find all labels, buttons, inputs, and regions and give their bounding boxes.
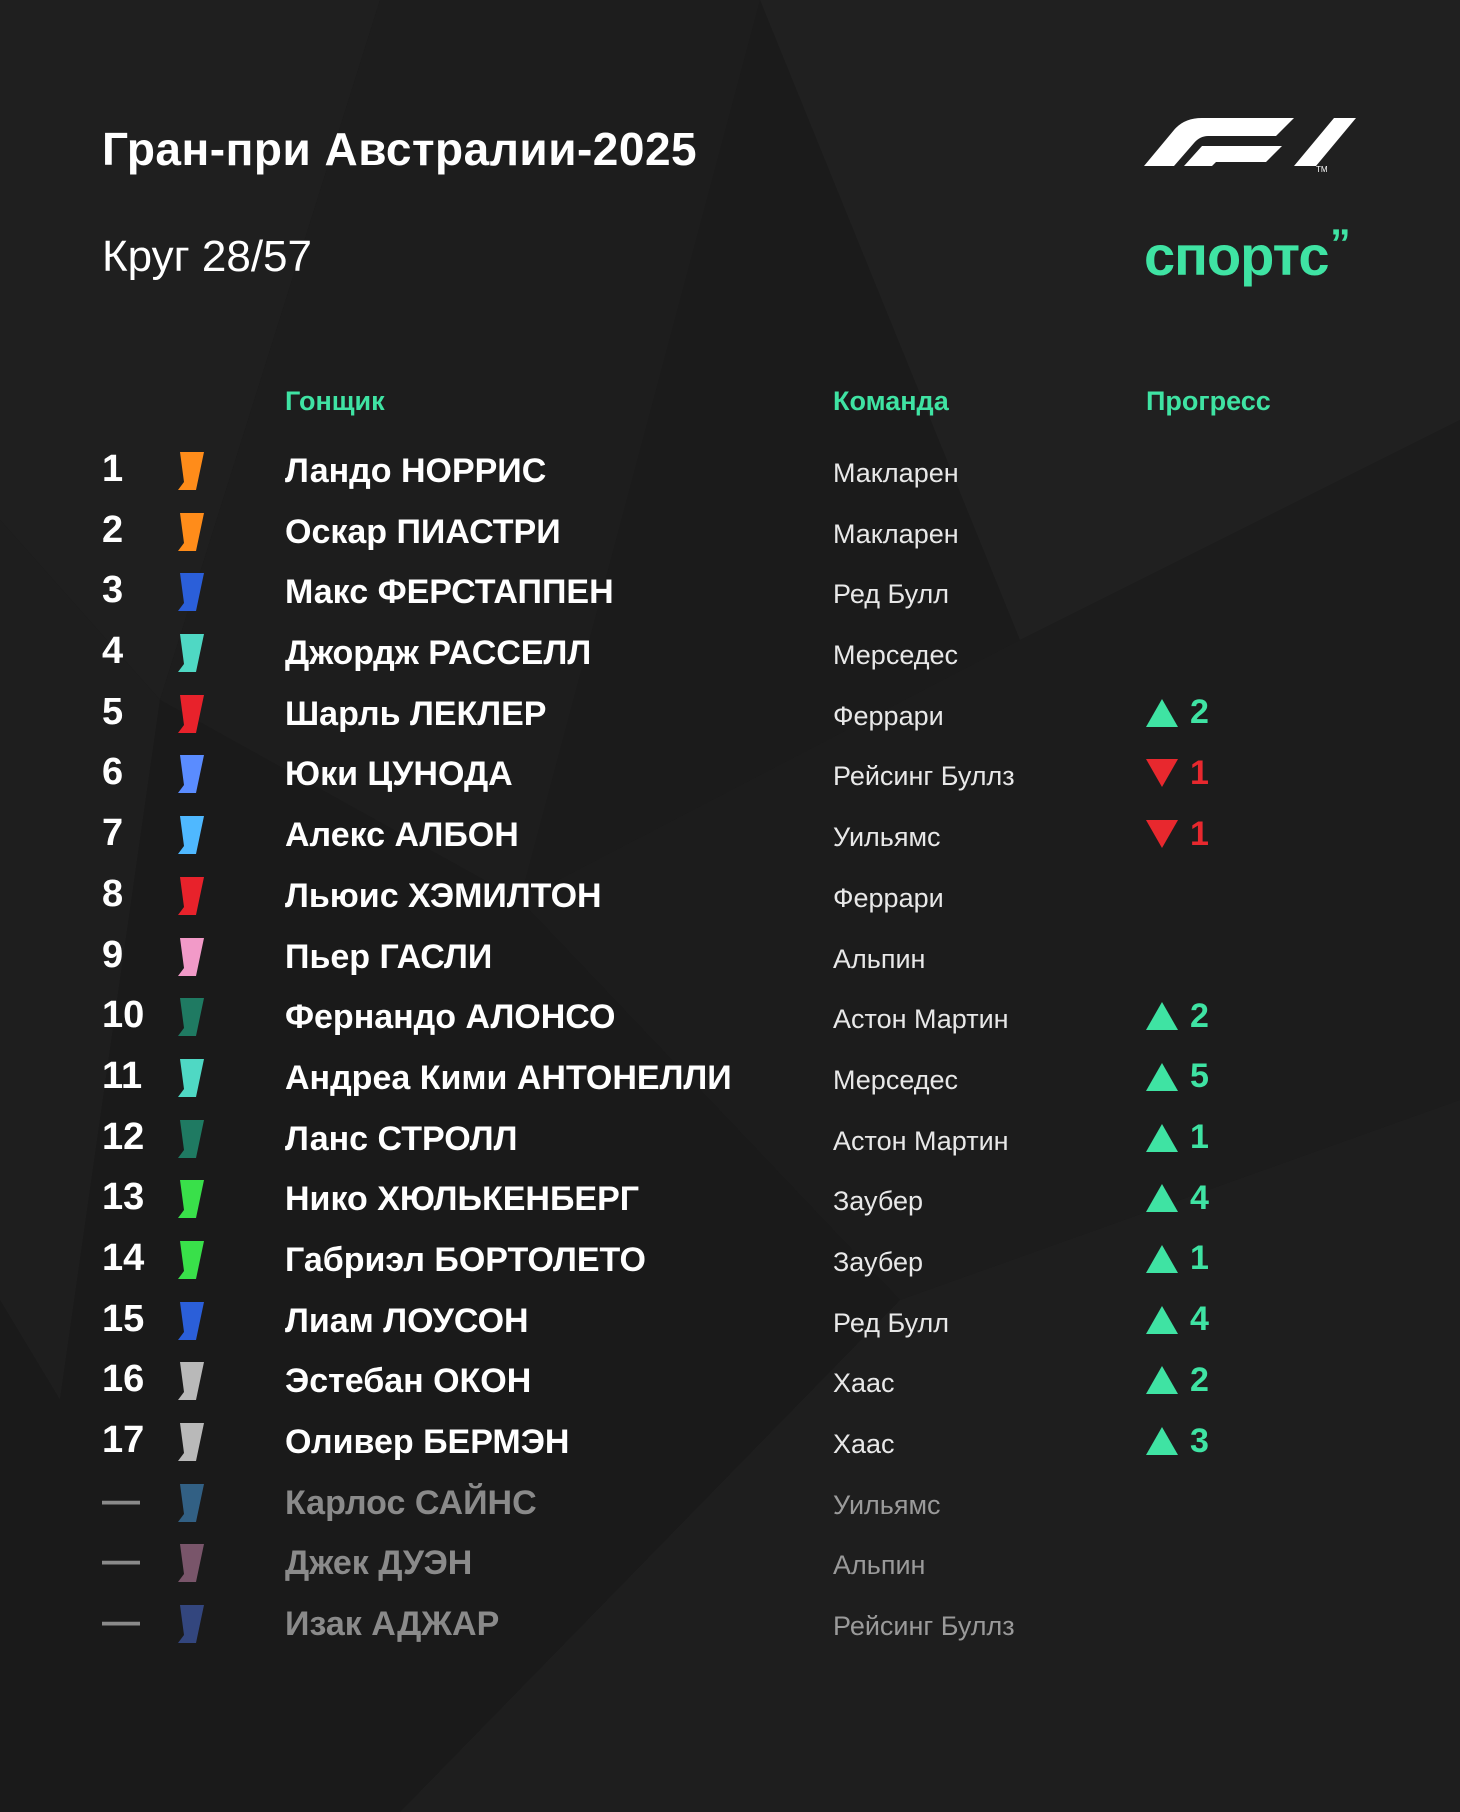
driver-name: Эстебан ОКОН (285, 1362, 532, 1401)
triangle-up-icon (1146, 1306, 1178, 1334)
team-name: Феррари (833, 700, 944, 731)
table-row (0, 1411, 1460, 1472)
driver-name: Андреа Кими АНТОНЕЛЛИ (285, 1058, 732, 1097)
team-color-swatch (178, 998, 204, 1036)
driver-name: Ланс СТРОЛЛ (285, 1119, 518, 1158)
column-header-progress: Прогресс (1146, 386, 1271, 416)
table-row (0, 865, 1460, 926)
driver-name: Карлос САЙНС (285, 1483, 537, 1522)
team-name: Рейсинг Буллз (833, 1611, 1015, 1642)
team-color-swatch (178, 634, 204, 672)
triangle-up-icon (1146, 1124, 1178, 1152)
table-row (0, 1108, 1460, 1169)
position-change-value: 1 (1190, 1118, 1209, 1157)
table-row (0, 622, 1460, 683)
column-header-driver: Гонщик (285, 386, 385, 416)
team-color-swatch (178, 452, 204, 490)
position-number: 17 (102, 1419, 145, 1461)
column-header-team: Команда (833, 386, 949, 416)
lap-counter: Круг 28/57 (102, 232, 312, 281)
triangle-up-icon (1146, 1063, 1178, 1091)
position-number: 15 (102, 1297, 145, 1340)
team-color-swatch (178, 573, 204, 611)
team-name: Заубер (833, 1246, 924, 1277)
team-name: Макларен (833, 518, 959, 549)
table-row (0, 804, 1460, 865)
table-row (0, 683, 1460, 744)
table-row (0, 1472, 1460, 1533)
team-name: Ред Булл (833, 1307, 950, 1338)
position-number: 12 (102, 1115, 145, 1158)
team-name: Хаас (833, 1368, 895, 1399)
team-color-swatch (178, 1302, 204, 1340)
position-change-value: 2 (1190, 1360, 1209, 1399)
position-number: — (102, 1540, 140, 1583)
position-change-value: 4 (1190, 1300, 1209, 1339)
team-name: Макларен (833, 458, 959, 488)
position-change (1146, 996, 1209, 1036)
team-name: Рейсинг Буллз (833, 761, 1015, 792)
driver-name: Макс ФЕРСТАППЕН (285, 573, 614, 612)
position-change-value: 1 (1190, 753, 1209, 792)
team-color-swatch (178, 816, 204, 854)
triangle-up-icon (1146, 1002, 1178, 1030)
driver-name: Джек ДУЭН (285, 1544, 473, 1583)
team-name: Мерседес (833, 1064, 959, 1095)
table-row (0, 501, 1460, 562)
position-number: 10 (102, 994, 145, 1037)
triangle-down-icon (1146, 759, 1178, 787)
team-name: Мерседес (833, 640, 959, 671)
team-name: Уильямс (833, 1489, 941, 1520)
position-number: 9 (102, 933, 124, 976)
triangle-up-icon (1146, 699, 1178, 727)
position-number: 2 (102, 508, 124, 551)
triangle-up-icon (1146, 1184, 1178, 1212)
team-name: Астон Мартин (833, 1004, 1009, 1035)
sport-logo: спортс’’ (1144, 222, 1350, 287)
table-row (0, 1229, 1460, 1290)
position-change-value: 2 (1190, 693, 1209, 732)
table-row (0, 1350, 1460, 1411)
standings-list (0, 440, 1460, 1654)
driver-name: Нико ХЮЛЬКЕНБЕРГ (285, 1180, 640, 1219)
team-name: Заубер (833, 1186, 924, 1217)
team-color-swatch (178, 938, 204, 976)
driver-name: Джордж РАССЕЛЛ (285, 634, 592, 673)
driver-name: Шарль ЛЕКЛЕР (285, 694, 547, 733)
team-name: Астон Мартин (833, 1125, 1009, 1156)
team-color-swatch (178, 1484, 204, 1522)
position-change-value: 1 (1190, 814, 1209, 853)
driver-name: Оскар ПИАСТРИ (285, 512, 561, 551)
table-row (0, 1593, 1460, 1654)
team-name: Хаас (833, 1429, 895, 1459)
triangle-down-icon (1146, 820, 1178, 848)
driver-name: Ландо НОРРИС (285, 452, 547, 490)
team-color-swatch (178, 1180, 204, 1218)
position-change (1146, 814, 1209, 854)
svg-text:TM: TM (1316, 165, 1328, 174)
position-change (1146, 693, 1209, 733)
driver-name: Лиам ЛОУСОН (285, 1301, 529, 1340)
position-change-value: 2 (1190, 996, 1209, 1035)
position-number: 8 (102, 872, 124, 915)
table-row (0, 440, 1460, 501)
team-color-swatch (178, 1059, 204, 1097)
position-change (1146, 1239, 1209, 1279)
position-number: 3 (102, 569, 124, 612)
team-name: Альпин (833, 943, 926, 974)
driver-name: Пьер ГАСЛИ (285, 937, 493, 976)
team-color-swatch (178, 877, 204, 915)
team-name: Ред Булл (833, 579, 950, 610)
team-color-swatch (178, 1362, 204, 1400)
team-color-swatch (178, 695, 204, 733)
team-name: Альпин (833, 1550, 926, 1581)
team-color-swatch (178, 1423, 204, 1461)
table-row (0, 1168, 1460, 1229)
position-change-value: 5 (1190, 1057, 1209, 1096)
page-title: Гран-при Австралии-2025 (102, 123, 698, 175)
triangle-up-icon (1146, 1427, 1178, 1455)
team-color-swatch (178, 1241, 204, 1279)
driver-name: Юки ЦУНОДА (285, 755, 513, 794)
driver-name: Фернандо АЛОНСО (285, 998, 616, 1037)
driver-name: Оливер БЕРМЭН (285, 1423, 570, 1461)
position-change (1146, 1118, 1209, 1158)
team-color-swatch (178, 1605, 204, 1643)
position-number: 6 (102, 751, 124, 794)
driver-name: Льюис ХЭМИЛТОН (285, 876, 602, 915)
position-number: 5 (102, 690, 124, 733)
driver-name: Алекс АЛБОН (285, 816, 519, 855)
table-row (0, 1290, 1460, 1351)
position-number: 14 (102, 1236, 145, 1279)
driver-name: Габриэл БОРТОЛЕТО (285, 1240, 646, 1279)
team-color-swatch (178, 1544, 204, 1582)
position-number: 16 (102, 1358, 145, 1401)
position-number: 11 (102, 1054, 143, 1097)
position-change (1146, 1057, 1209, 1097)
position-change (1146, 753, 1209, 793)
table-row (0, 926, 1460, 987)
position-number: 1 (102, 448, 124, 490)
position-number: — (102, 1479, 140, 1522)
table-row (0, 1047, 1460, 1108)
team-color-swatch (178, 755, 204, 793)
position-number: 4 (102, 630, 124, 673)
table-row (0, 1532, 1460, 1593)
f1-logo (1144, 112, 1356, 174)
position-change (1146, 1300, 1209, 1340)
table-row (0, 743, 1460, 804)
position-change (1146, 1421, 1209, 1461)
position-number: 13 (102, 1176, 145, 1219)
triangle-up-icon (1146, 1245, 1178, 1273)
team-color-swatch (178, 513, 204, 551)
position-number: 7 (102, 812, 124, 855)
position-number: — (102, 1601, 140, 1644)
driver-name: Изак АДЖАР (285, 1605, 500, 1644)
team-color-swatch (178, 1120, 204, 1158)
triangle-up-icon (1146, 1366, 1178, 1394)
team-name: Уильямс (833, 822, 941, 853)
table-row (0, 986, 1460, 1047)
table-row (0, 561, 1460, 622)
position-change (1146, 1360, 1209, 1400)
team-name: Феррари (833, 882, 944, 913)
position-change-value: 1 (1190, 1239, 1209, 1278)
position-change-value: 3 (1190, 1421, 1209, 1460)
position-change (1146, 1178, 1209, 1218)
position-change-value: 4 (1190, 1178, 1209, 1217)
